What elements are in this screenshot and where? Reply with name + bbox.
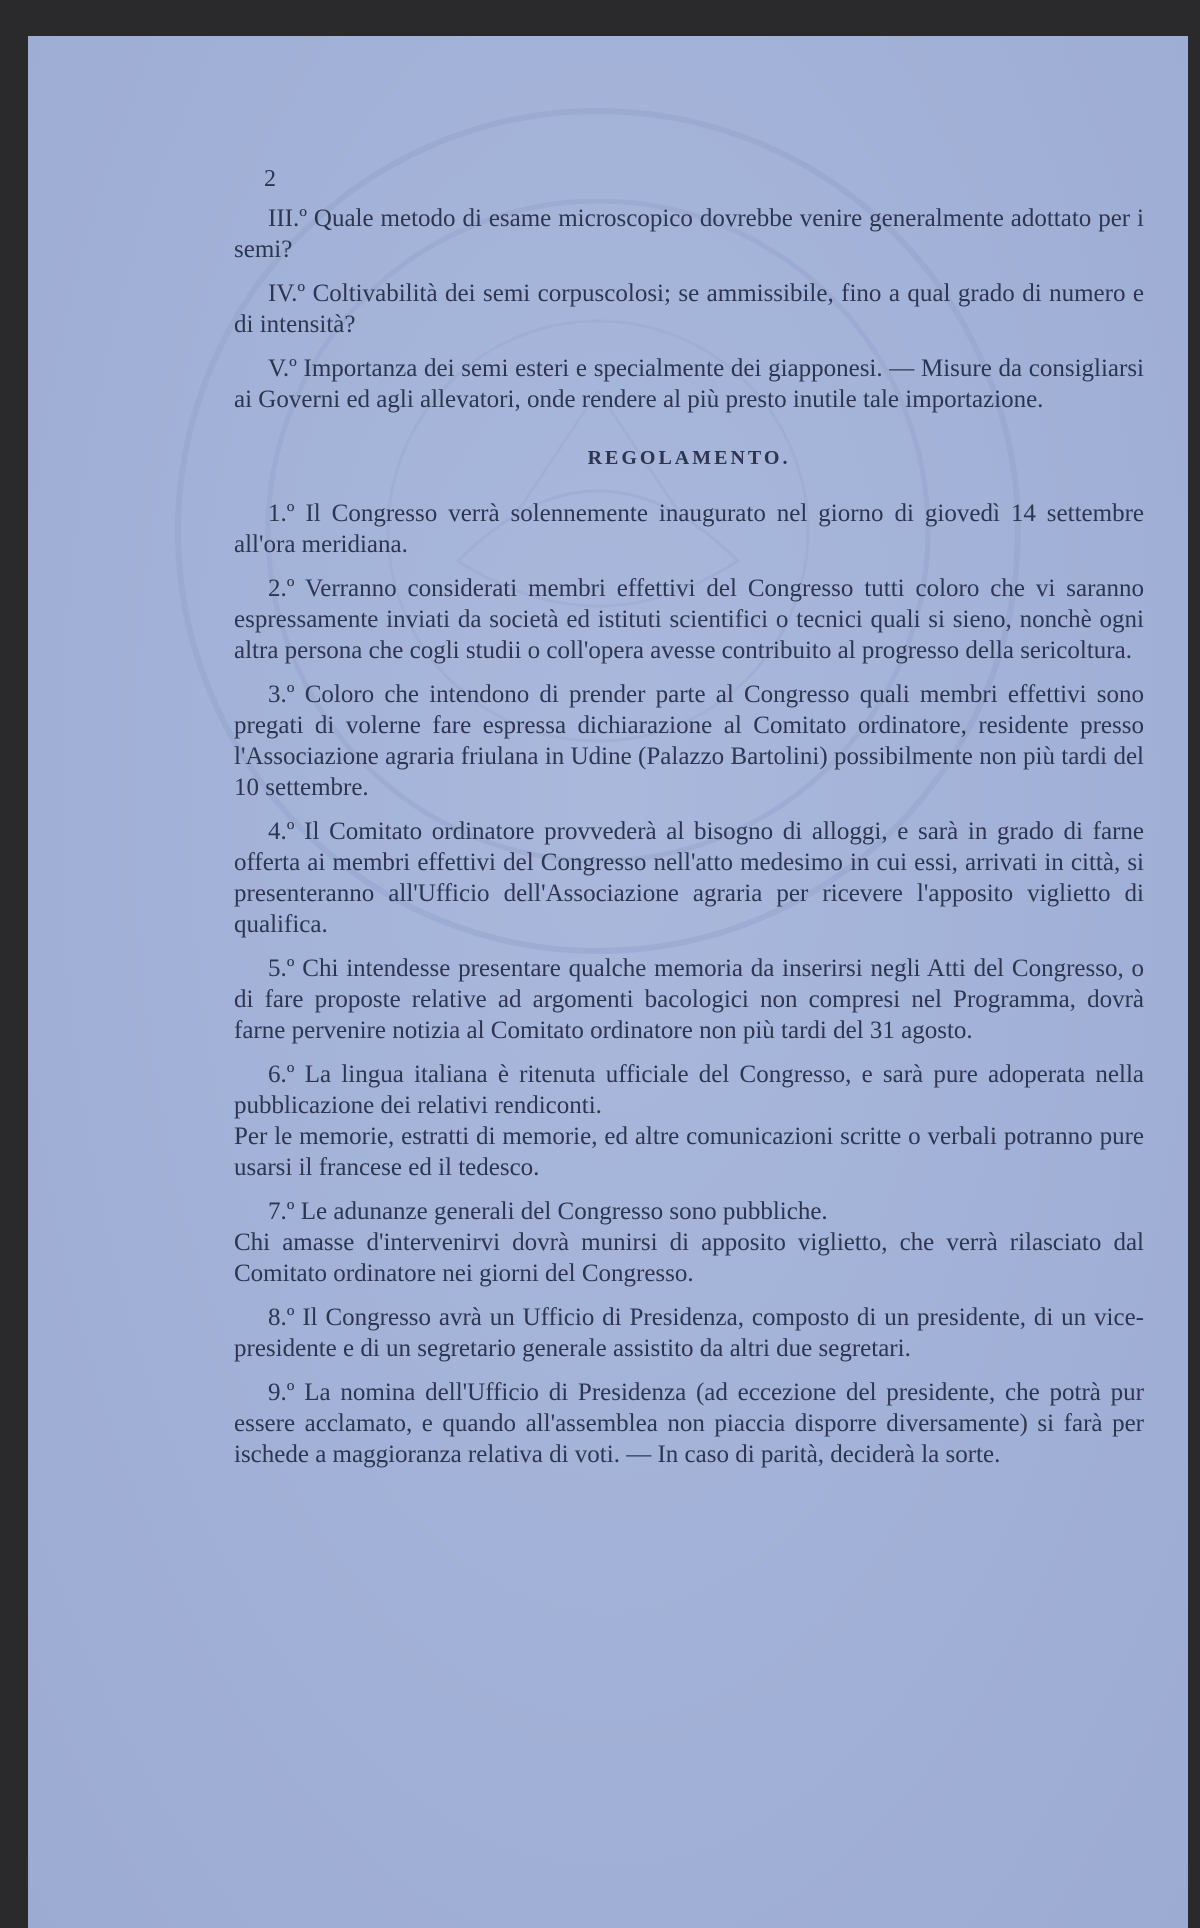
article-5: 5.º Chi intendesse presentare qualche memoria da inserirsi negli Atti del Congresso, o di fare proposte relative ad argomenti bacologici non compresi nel Programma, dovrà farne pervenire notizia al Comitato ordinatore non più tardi del 31 agosto.: [234, 955, 1144, 1044]
article-1: 1.º Il Congresso verrà solennemente inaugurato nel giorno di giovedì 14 settembre all'ora meridiana.: [234, 500, 1144, 558]
article-6-continuation: Per le memorie, estratti di memorie, ed altre comunicazioni scritte o verbali potranno pure usarsi il francese ed il tedesco.: [234, 1123, 1144, 1181]
text-body: [234, 164, 1144, 1483]
article-3: 3.º Coloro che intendono di prender parte al Congresso quali membri effettivi sono pregati di volerne fare espressa dichiarazione al Comitato ordinatore, residente presso l'Associazione agraria friulana in Udine (Palazzo Bartolini) possibilmente non più tardi del 10 settembre.: [234, 681, 1144, 801]
question-4: IV.º Coltivabilità dei semi corpuscolosi; se ammissibile, fino a qual grado di numero e di intensità?: [234, 280, 1144, 338]
article-7-continuation: Chi amasse d'intervenirvi dovrà munirsi di apposito viglietto, che verrà rilasciato dal Comitato ordinatore nei giorni del Congresso.: [234, 1229, 1144, 1287]
page-number: 2: [264, 166, 276, 192]
document-page: [28, 36, 1188, 1928]
article-2: 2.º Verranno considerati membri effettivi del Congresso tutti coloro che vi saranno espressamente inviati da società ed istituti scientifici o tecnici quali si sieno, nonchè ogni altra persona che cogli studii o coll'opera avesse contribuito al progresso della sericoltura.: [234, 575, 1144, 664]
question-5: V.º Importanza dei semi esteri e specialmente dei giapponesi. — Misure da consigliarsi ai Governi ed agli allevatori, onde rendere al più presto inutile tale importazione.: [234, 355, 1144, 413]
question-3: III.º Quale metodo di esame microscopico dovrebbe venire generalmente adottato per i semi?: [234, 205, 1144, 263]
article-9: 9.º La nomina dell'Ufficio di Presidenza (ad eccezione del presidente, che potrà pur essere acclamato, e quando all'assemblea non piaccia disporre diversamente) si farà per ischede a maggioranza relativa di voti. — In caso di parità, deciderà la sorte.: [234, 1379, 1144, 1468]
section-heading: REGOLAMENTO.: [587, 447, 791, 469]
article-7: 7.º Le adunanze generali del Congresso sono pubbliche.: [268, 1198, 828, 1225]
article-8: 8.º Il Congresso avrà un Ufficio di Presidenza, composto di un presidente, di un vice-presidente e di un segretario generale assistito da altri due segretari.: [234, 1304, 1144, 1362]
article-6: 6.º La lingua italiana è ritenuta ufficiale del Congresso, e sarà pure adoperata nella pubblicazione dei relativi rendiconti.: [234, 1061, 1144, 1119]
article-4: 4.º Il Comitato ordinatore provvederà al bisogno di alloggi, e sarà in grado di farne offerta ai membri effettivi del Congresso nell'atto medesimo in cui essi, arrivati in città, si presenteranno all'Ufficio dell'Associazione agraria per ricevere l'apposito viglietto di qualifica.: [234, 818, 1144, 938]
